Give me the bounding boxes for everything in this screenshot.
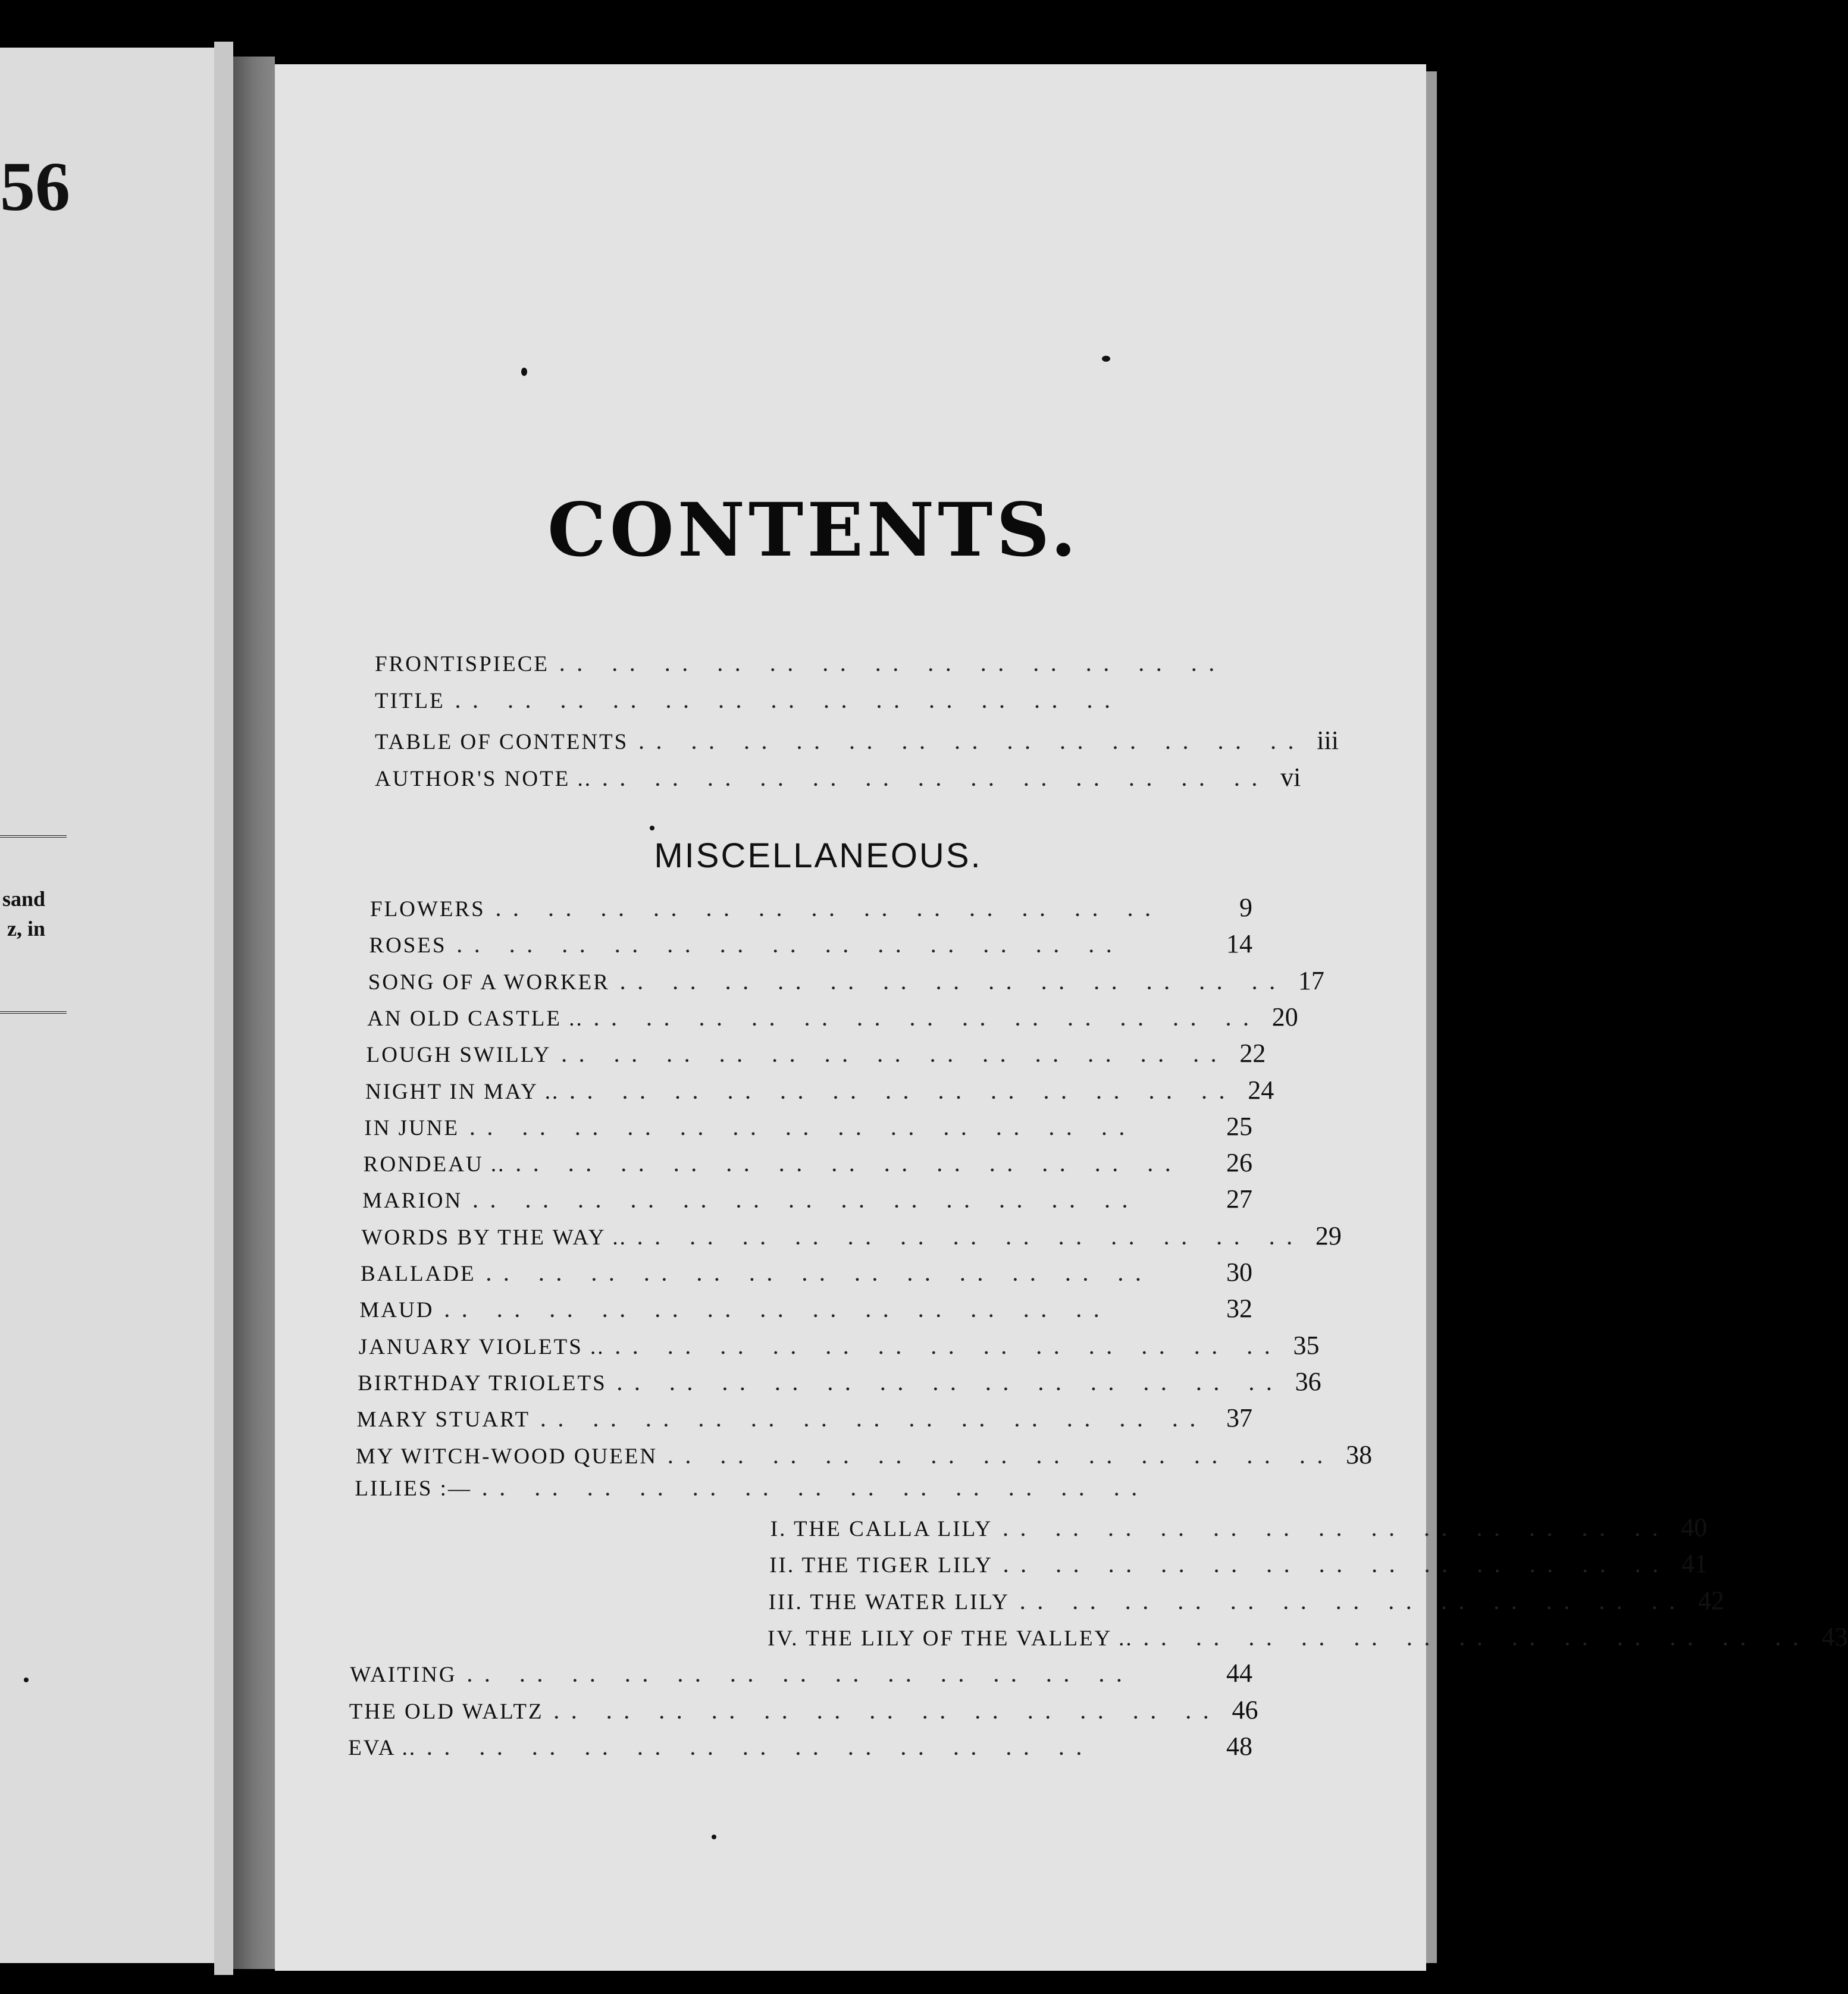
toc-entry — [375, 762, 1301, 798]
toc-entry — [369, 929, 1252, 964]
dot-leader: .. .. .. .. .. .. .. .. .. .. .. .. .. — [455, 692, 1123, 712]
toc-page-number: vi — [1280, 763, 1301, 792]
dot-leader: .. .. .. .. .. .. .. .. .. .. .. .. .. — [473, 1192, 1141, 1212]
toc-page-number: 25 — [1226, 1111, 1252, 1141]
contents-title: CONTENTS. — [547, 487, 1080, 573]
toc-page-number: 38 — [1346, 1440, 1373, 1469]
toc-page-number: 40 — [1681, 1513, 1708, 1542]
left-page-rule — [0, 835, 67, 841]
print-speck — [712, 1835, 716, 1839]
toc-entry-title: III. THE WATER LILY — [768, 1589, 1010, 1614]
toc-entry-title: NIGHT IN MAY .. — [365, 1079, 560, 1104]
toc-entry-title: WAITING — [350, 1663, 457, 1688]
dot-leader: .. .. .. .. .. .. .. .. .. .. .. .. .. — [554, 1703, 1221, 1723]
toc-entry-title: MY WITCH-WOOD QUEEN — [356, 1444, 658, 1469]
toc-entry-title: RONDEAU .. — [363, 1152, 506, 1177]
toc-entry-title: LILIES :— — [355, 1476, 472, 1501]
toc-entry — [359, 1293, 1252, 1329]
toc-page-number: 32 — [1226, 1294, 1252, 1324]
toc-entry — [362, 1184, 1252, 1219]
toc-entry — [375, 651, 1252, 687]
toc-page-number: 9 — [1239, 893, 1252, 922]
toc-entry — [375, 688, 1252, 724]
toc-page-number: 27 — [1226, 1184, 1252, 1214]
dot-leader: .. .. .. .. .. .. .. .. .. .. .. .. .. — [1144, 1630, 1811, 1650]
dot-leader: .. .. .. .. .. .. .. .. .. .. .. .. .. — [1003, 1520, 1671, 1541]
dot-leader: .. .. .. .. .. .. .. .. .. .. .. .. .. — [562, 1046, 1229, 1067]
toc-entry-title: LOUGH SWILLY — [366, 1043, 552, 1068]
dot-leader: .. .. .. .. .. .. .. .. .. .. .. .. .. — [570, 1083, 1238, 1103]
dot-leader: .. .. .. .. .. .. .. .. .. .. .. .. .. — [427, 1739, 1095, 1759]
toc-entry-title: BALLADE — [361, 1262, 476, 1286]
left-page-text-line: sand — [2, 887, 45, 911]
toc-page-number: 41 — [1681, 1549, 1708, 1579]
toc-entry — [370, 892, 1252, 928]
left-page — [0, 48, 214, 1963]
toc-entry — [358, 1330, 1320, 1366]
toc-entry-title: TABLE OF CONTENTS — [375, 730, 629, 754]
dot-leader: .. .. .. .. .. .. .. .. .. .. .. .. .. — [1003, 1557, 1671, 1577]
dot-leader: .. .. .. .. .. .. .. .. .. .. .. .. .. — [615, 1338, 1283, 1358]
toc-entry-title: IN JUNE — [364, 1115, 460, 1140]
left-page-rule — [0, 1011, 67, 1017]
dot-leader: .. .. .. .. .. .. .. .. .. .. .. .. .. — [496, 901, 1163, 920]
dot-leader: .. .. .. .. .. .. .. .. .. .. .. .. .. — [541, 1411, 1208, 1431]
toc-page-number: 46 — [1232, 1695, 1258, 1725]
toc-entry-title: TITLE — [375, 689, 445, 713]
toc-entry — [769, 1548, 1708, 1584]
toc-entry — [350, 1658, 1252, 1694]
toc-entry-title: JANUARY VIOLETS .. — [358, 1334, 605, 1359]
toc-entry-title: FRONTISPIECE — [375, 652, 549, 676]
dot-leader: .. .. .. .. .. .. .. .. .. .. .. .. .. — [594, 1009, 1261, 1030]
left-page-number: 56 — [0, 148, 70, 225]
toc-entry — [348, 1731, 1252, 1767]
dot-leader: .. .. .. .. .. .. .. .. .. .. .. .. .. — [486, 1265, 1154, 1285]
dot-leader: .. .. .. .. .. .. .. .. .. .. .. .. .. — [603, 770, 1270, 790]
dot-leader: .. .. .. .. .. .. .. .. .. .. .. .. .. — [639, 733, 1307, 753]
toc-page-number: 35 — [1293, 1330, 1320, 1360]
dot-leader: .. .. .. .. .. .. .. .. .. .. .. .. .. — [470, 1119, 1138, 1139]
print-speck — [521, 368, 527, 376]
toc-page-number: 43 — [1821, 1622, 1848, 1651]
toc-entry — [365, 1075, 1274, 1111]
toc-page-number: 30 — [1226, 1258, 1252, 1287]
book-gutter — [233, 57, 275, 1969]
toc-entry-title: SONG OF A WORKER — [368, 970, 610, 995]
left-page-edge — [214, 42, 233, 1975]
toc-entry — [368, 965, 1324, 1001]
toc-entry-title: AUTHOR'S NOTE .. — [375, 767, 593, 791]
toc-entry-title: MAUD — [359, 1298, 434, 1323]
toc-entry — [364, 1111, 1252, 1147]
toc-entry-title: ROSES — [369, 933, 447, 958]
toc-entry-title: MARY STUART — [356, 1407, 531, 1432]
print-speck — [1102, 356, 1110, 362]
toc-entry — [356, 1440, 1373, 1475]
toc-entry-title: IV. THE LILY OF THE VALLEY .. — [768, 1626, 1133, 1651]
dot-leader: .. .. .. .. .. .. .. .. .. .. .. .. .. — [617, 1374, 1285, 1394]
toc-entry — [361, 1221, 1342, 1256]
toc-page-number: 44 — [1226, 1658, 1252, 1688]
toc-page-number: 37 — [1226, 1403, 1252, 1433]
dot-leader: .. .. .. .. .. .. .. .. .. .. .. .. .. — [1020, 1593, 1688, 1613]
toc-entry-title: THE OLD WALTZ — [349, 1699, 544, 1724]
toc-entry-title: MARION — [362, 1189, 463, 1214]
toc-entry-title: WORDS BY THE WAY .. — [361, 1225, 627, 1250]
toc-page-number: iii — [1317, 726, 1339, 755]
dot-leader: .. .. .. .. .. .. .. .. .. .. .. .. .. — [482, 1479, 1149, 1500]
toc-entry — [768, 1585, 1725, 1621]
toc-entry — [355, 1476, 1252, 1512]
toc-entry — [361, 1257, 1252, 1293]
toc-page-number: 17 — [1298, 965, 1324, 995]
toc-entry-title: I. THE CALLA LILY — [770, 1517, 993, 1542]
toc-page-number: 29 — [1315, 1221, 1342, 1250]
toc-entry — [770, 1512, 1708, 1548]
toc-entry-title: BIRTHDAY TRIOLETS — [358, 1371, 607, 1396]
print-speck — [24, 1678, 29, 1682]
toc-page-number: 26 — [1226, 1148, 1252, 1178]
dot-leader: .. .. .. .. .. .. .. .. .. .. .. .. .. — [467, 1666, 1135, 1686]
dot-leader: .. .. .. .. .. .. .. .. .. .. .. .. .. — [559, 656, 1227, 675]
toc-entry — [375, 725, 1339, 761]
toc-page-number: 42 — [1698, 1585, 1725, 1615]
toc-page-number: 24 — [1248, 1075, 1274, 1105]
right-page-edge — [1426, 71, 1437, 1963]
toc-entry-title: AN OLD CASTLE .. — [367, 1006, 584, 1031]
left-page-text-line: z, in — [7, 917, 45, 940]
toc-entry — [357, 1403, 1252, 1438]
toc-entry — [358, 1366, 1321, 1402]
toc-entry-title: II. THE TIGER LILY — [769, 1553, 993, 1578]
toc-page-number: 20 — [1271, 1002, 1298, 1032]
dot-leader: .. .. .. .. .. .. .. .. .. .. .. .. .. — [637, 1228, 1305, 1249]
toc-entry-title: FLOWERS — [370, 897, 486, 921]
toc-page-number: 36 — [1295, 1366, 1321, 1396]
print-speck — [650, 826, 654, 830]
toc-entry — [349, 1695, 1258, 1730]
dot-leader: .. .. .. .. .. .. .. .. .. .. .. .. .. — [516, 1156, 1183, 1176]
toc-entry — [367, 1002, 1298, 1037]
dot-leader: .. .. .. .. .. .. .. .. .. .. .. .. .. — [457, 937, 1125, 957]
dot-leader: .. .. .. .. .. .. .. .. .. .. .. .. .. — [444, 1302, 1112, 1322]
toc-entry — [768, 1622, 1848, 1657]
toc-entry — [366, 1038, 1266, 1074]
dot-leader: .. .. .. .. .. .. .. .. .. .. .. .. .. — [620, 973, 1288, 993]
dot-leader: .. .. .. .. .. .. .. .. .. .. .. .. .. — [668, 1447, 1336, 1468]
section-title: MISCELLANEOUS. — [654, 836, 982, 875]
toc-entry-title: EVA .. — [348, 1735, 417, 1760]
toc-page-number: 22 — [1239, 1039, 1266, 1068]
toc-page-number: 14 — [1226, 929, 1252, 959]
toc-entry — [364, 1148, 1252, 1183]
toc-page-number: 48 — [1226, 1731, 1252, 1761]
